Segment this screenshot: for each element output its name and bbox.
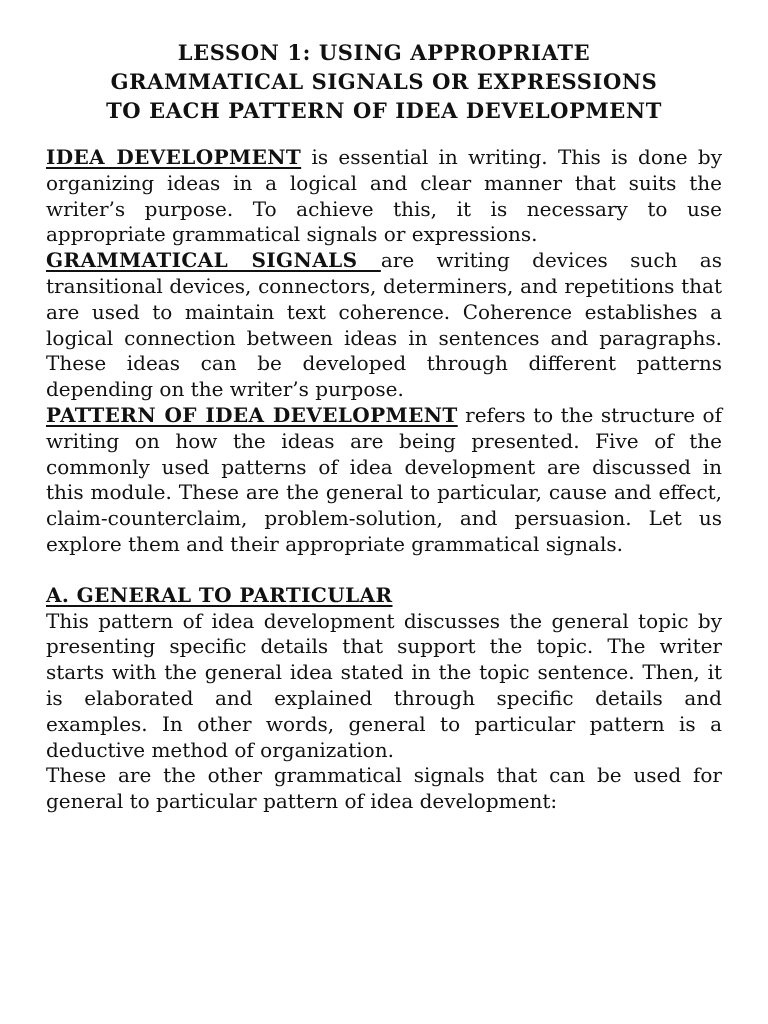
- section-spacer: [46, 558, 722, 583]
- pattern-of-idea-development-text: refers to the structure of writing on how the ideas are being presented. Five of the commonly used patterns of idea development are discussed in this module. These are the general to particular, cause and effect, claim-counterclaim, problem-solution, and persuasion. Let us explore them and their appropriate grammatical signals.: [46, 402, 722, 556]
- lesson-title: [46, 38, 722, 125]
- title-line-2: GRAMMATICAL SIGNALS OR EXPRESSIONS: [110, 69, 658, 94]
- pattern-of-idea-development-paragraph: [46, 403, 722, 558]
- title-line-3: TO EACH PATTERN OF IDEA DEVELOPMENT: [106, 98, 662, 123]
- section-a-paragraph-1: This pattern of idea development discusses the general topic by presenting specific details that support the topic. The writer starts with the general idea stated in the topic sentence. Then, it is elaborated and explained through specific details and examples. In other words, general to particular pattern is a deductive method of organization.: [46, 608, 722, 762]
- idea-development-paragraph: [46, 145, 722, 248]
- grammatical-signals-paragraph: [46, 248, 722, 403]
- pattern-of-idea-development-term: PATTERN OF IDEA DEVELOPMENT: [46, 402, 458, 427]
- title-line-1: LESSON 1: USING APPROPRIATE: [177, 40, 591, 65]
- section-a-paragraph-2: These are the other grammatical signals that can be used for general to particular pattern of idea development:: [46, 763, 722, 814]
- grammatical-signals-term: GRAMMATICAL SIGNALS: [46, 248, 381, 273]
- grammatical-signals-text: are writing devices such as transitional devices, connectors, determiners, and repetitions that are used to maintain text coherence. Coherence establishes a logical connection between ideas in sentences and paragraphs. These ideas can be developed through different patterns depending on the writer’s purpose.: [46, 248, 722, 402]
- idea-development-term: IDEA DEVELOPMENT: [46, 145, 302, 169]
- idea-development-text: is essential in writing. This is done by organizing ideas in a logical and clear manner that suits the writer’s purpose. To achieve this, it is necessary to use appropriate grammatical signals or expressions.: [46, 145, 723, 247]
- document-page: [46, 38, 722, 815]
- section-a-heading: A. GENERAL TO PARTICULAR: [46, 582, 393, 607]
